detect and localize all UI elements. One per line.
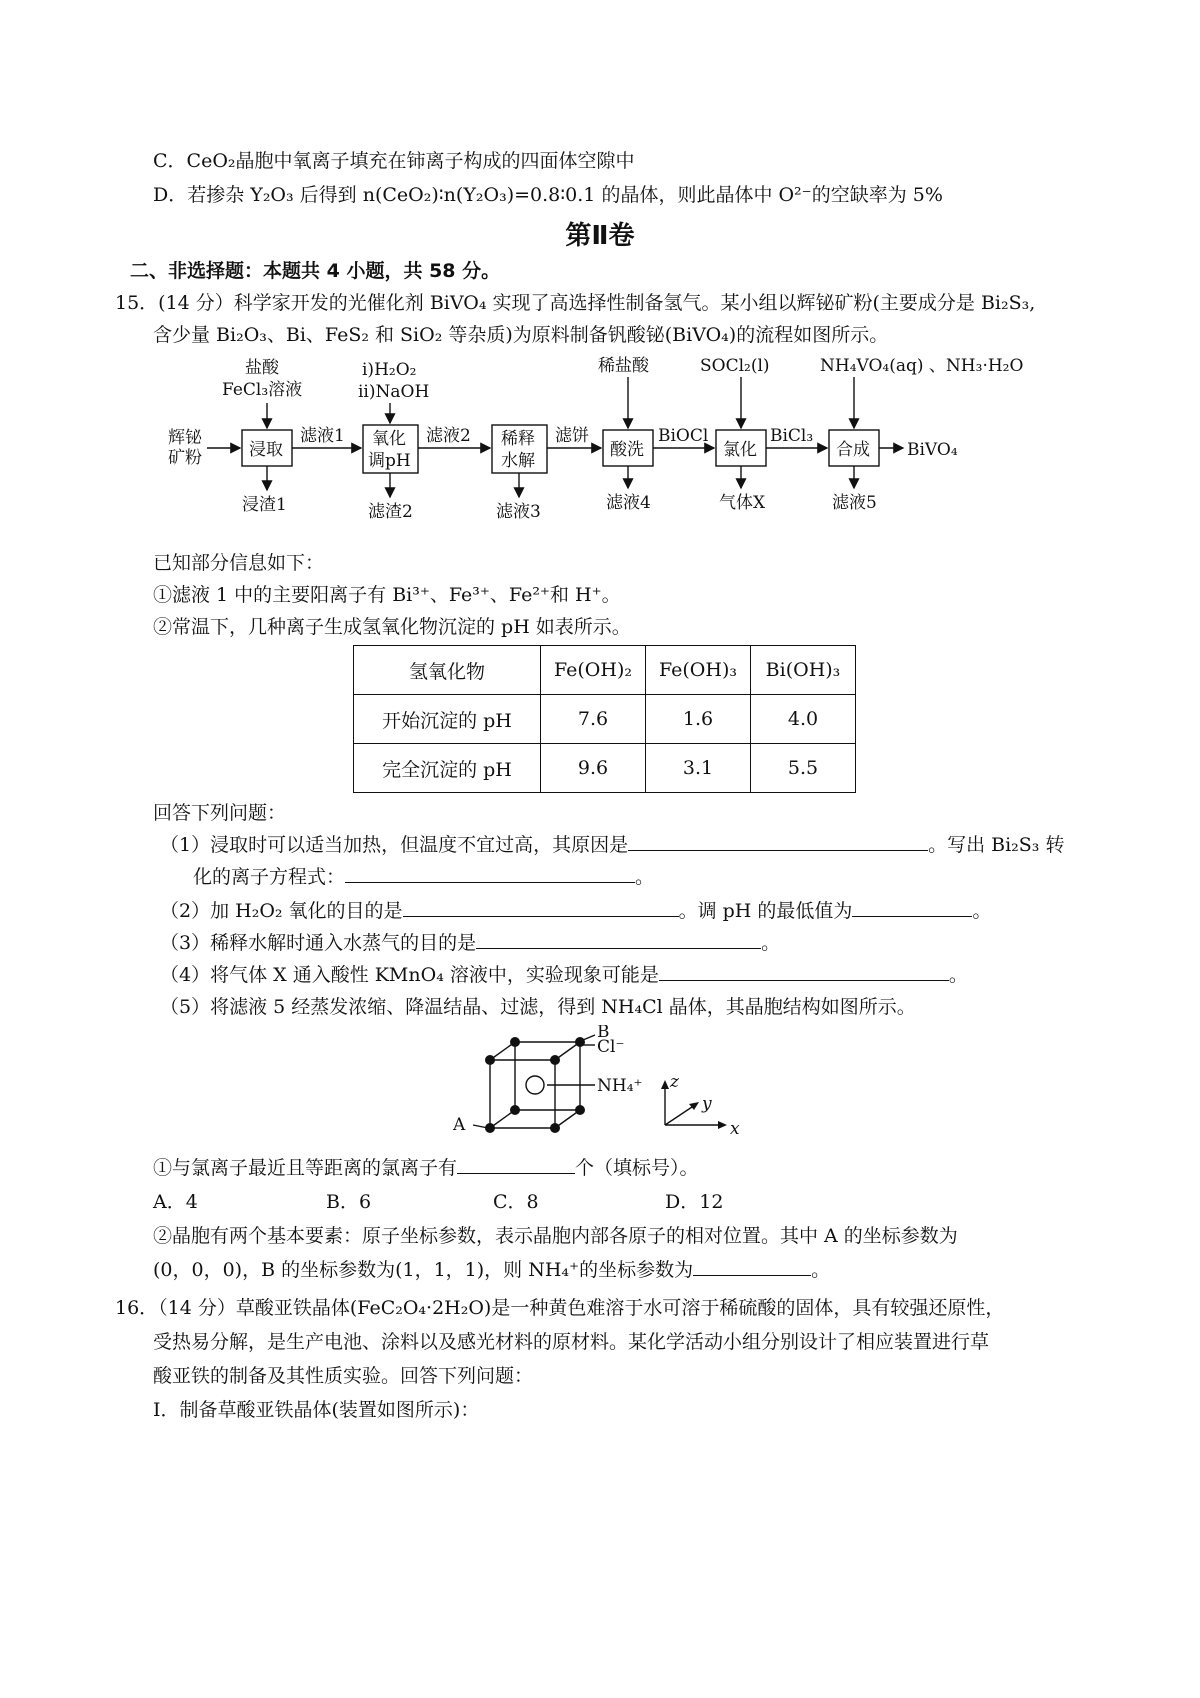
sub-5-2-text-b: 。: [811, 1259, 831, 1281]
sub-1-text-b: 。写出 Bi₂S₃ 转: [928, 834, 1065, 856]
start-label-2: 矿粉: [168, 448, 202, 468]
reagent-h2o2: i)H₂O₂: [362, 360, 417, 380]
reagent-naoh: ii)NaOH: [358, 382, 430, 402]
table-cell: 3.1: [646, 744, 751, 793]
table-cell: 7.6: [541, 695, 646, 744]
table-header-row: [354, 646, 856, 695]
table-cell: 5.5: [751, 744, 856, 793]
axis-x: x: [730, 1119, 740, 1139]
out-filtrate3: 滤液3: [496, 502, 541, 522]
step-oxidize-2: 调pH: [368, 451, 411, 471]
sub-4-text-a: （4）将气体 X 通入酸性 KMnO₄ 溶液中，实验现象可能是: [160, 964, 659, 986]
sub-5-1-text-b: 个（填标号）。: [575, 1157, 699, 1179]
sub-5-1-text-a: ①与氯离子最近且等距离的氯离子有: [153, 1157, 458, 1179]
q16-line-3: 酸亚铁的制备及其性质实验。回答下列问题：: [153, 1365, 534, 1387]
choice-a: A．4: [153, 1191, 198, 1213]
mid-biocl: BiOCl: [658, 426, 709, 446]
table-header: 氢氧化物: [354, 646, 541, 695]
mid-filter-cake: 滤饼: [555, 426, 589, 446]
step-hydrolyze-2: 水解: [501, 451, 535, 471]
sub-2-text-a: （2）加 H₂O₂ 氧化的目的是: [160, 900, 403, 922]
sub-4-text-b: 。: [948, 964, 968, 986]
out-residue2: 滤渣2: [368, 502, 413, 522]
answer-blank-2a[interactable]: [403, 898, 679, 917]
option-d: D．若掺杂 Y₂O₃ 后得到 n(CeO₂)∶n(Y₂O₃)=0.8∶0.1 的晶体，则此晶体中 O²⁻的空缺率为 5%: [153, 184, 943, 206]
choice-c: C．8: [493, 1191, 539, 1213]
answer-prompt: 回答下列问题：: [153, 802, 287, 824]
table-header: Fe(OH)₂: [541, 646, 646, 695]
table-cell: 4.0: [751, 695, 856, 744]
sub-4: [160, 962, 968, 988]
sub-1-text-d: 。: [635, 866, 655, 888]
sub-3: [160, 930, 780, 956]
answer-blank-1a[interactable]: [628, 832, 928, 851]
known-2: ②常温下，几种离子生成氢氧化物沉淀的 pH 如表所示。: [153, 616, 631, 638]
label-nh4: NH₄⁺: [597, 1076, 643, 1096]
reagent-socl2: SOCl₂(l): [700, 356, 770, 376]
step-leach: 浸取: [249, 440, 283, 460]
sub-5-2-line-1: ②晶胞有两个基本要素：原子坐标参数，表示晶胞内部各原子的相对位置。其中 A 的坐标参数为: [153, 1225, 958, 1247]
mid-bicl3: BiCl₃: [770, 426, 814, 446]
sub-1-line-1: [160, 832, 1064, 858]
q16-line-2: 受热易分解，是生产电池、涂料以及感光材料的原材料。某化学活动小组分别设计了相应装置进行草: [153, 1331, 990, 1353]
sub-5: （5）将滤液 5 经蒸发浓缩、降温结晶、过滤，得到 NH₄Cl 晶体，其晶胞结构如图所示。: [160, 996, 916, 1018]
sub-2: [160, 898, 991, 924]
label-a: A: [453, 1115, 466, 1135]
step-synth: 合成: [836, 440, 870, 460]
reagent-nh4vo4: NH₄VO₄(aq) 、NH₃·H₂O: [820, 356, 1024, 376]
sub-5-2-text-a: (0，0，0)，B 的坐标参数为(1，1，1)，则 NH₄⁺的坐标参数为: [153, 1259, 694, 1281]
answer-blank-5-1[interactable]: [457, 1155, 575, 1174]
answer-blank-3[interactable]: [476, 930, 761, 949]
reagent-dilute-hcl: 稀盐酸: [598, 356, 649, 376]
sub-2-text-c: 。: [972, 900, 992, 922]
label-b: B: [597, 1025, 610, 1042]
mid-filtrate2: 滤液2: [426, 426, 471, 446]
section-header: 二、非选择题：本题共 4 小题，共 58 分。: [130, 260, 501, 282]
q15-intro-2: 含少量 Bi₂O₃、Bi、FeS₂ 和 SiO₂ 等杂质)为原料制备钒酸铋(BiVO₄)的流程如图所示。: [153, 324, 889, 346]
q15-intro-1: 15．(14 分）科学家开发的光催化剂 BiVO₄ 实现了高选择性制备氢气。某小组以辉铋矿粉(主要成分是 Bi₂S₃,: [115, 292, 1036, 314]
sub-1-line-2: [193, 864, 654, 890]
process-flowchart: [150, 355, 1050, 525]
out-residue1: 浸渣1: [242, 495, 287, 515]
table-cell: 开始沉淀的 pH: [354, 695, 541, 744]
reagent-fecl3: FeCl₃溶液: [222, 380, 303, 400]
answer-blank-2b[interactable]: [852, 898, 972, 917]
sub-5-2-line-2: [153, 1257, 830, 1283]
table-cell: 9.6: [541, 744, 646, 793]
sub-1-text-a: （1）浸取时可以适当加热，但温度不宜过高，其原因是: [160, 834, 629, 856]
out-filtrate4: 滤液4: [606, 493, 651, 513]
known-1: ①滤液 1 中的主要阳离子有 Bi³⁺、Fe³⁺、Fe²⁺和 H⁺。: [153, 584, 621, 606]
sub-2-text-b: 。调 pH 的最低值为: [678, 900, 853, 922]
sub-5-1: [153, 1155, 699, 1181]
out-filtrate5: 滤液5: [832, 493, 877, 513]
step-wash: 酸洗: [610, 440, 644, 460]
answer-blank-4[interactable]: [659, 962, 949, 981]
step-hydrolyze-1: 稀释: [501, 429, 535, 449]
sub-3-text-a: （3）稀释水解时通入水蒸气的目的是: [160, 932, 477, 954]
q16-line-4: I．制备草酸亚铁晶体(装置如图所示)：: [153, 1399, 480, 1421]
step-oxidize-1: 氧化: [372, 429, 406, 449]
axis-z: z: [670, 1072, 679, 1092]
answer-blank-1b[interactable]: [345, 864, 635, 883]
section-title: 第Ⅱ卷: [565, 221, 635, 251]
label-cl: Cl⁻: [597, 1037, 625, 1057]
out-gas-x: 气体X: [719, 493, 766, 513]
choice-b: B．6: [326, 1191, 372, 1213]
mid-filtrate1: 滤液1: [300, 426, 345, 446]
axis-y: y: [702, 1094, 712, 1114]
product-bivo4: BiVO₄: [907, 440, 958, 460]
table-row: [354, 695, 856, 744]
sub-1-text-c: 化的离子方程式：: [193, 866, 346, 888]
start-label-1: 辉铋: [168, 428, 202, 448]
table-row: [354, 744, 856, 793]
q16-line-1: 16．（14 分）草酸亚铁晶体(FeC₂O₄·2H₂O)是一种黄色难溶于水可溶于稀硫酸的固体，具有较强还原性，: [115, 1297, 1005, 1319]
sub-3-text-b: 。: [761, 932, 781, 954]
choice-d: D．12: [665, 1191, 724, 1213]
ph-table: [353, 645, 856, 793]
answer-blank-5-2[interactable]: [693, 1257, 811, 1276]
nh4cl-unit-cell-diagram: [440, 1025, 780, 1165]
table-header: Fe(OH)₃: [646, 646, 751, 695]
table-cell: 完全沉淀的 pH: [354, 744, 541, 793]
table-cell: 1.6: [646, 695, 751, 744]
known-intro: 已知部分信息如下：: [153, 552, 325, 574]
option-c: C．CeO₂晶胞中氧离子填充在铈离子构成的四面体空隙中: [153, 150, 635, 172]
step-chlorinate: 氯化: [723, 440, 757, 460]
reagent-hcl: 盐酸: [245, 358, 279, 378]
table-header: Bi(OH)₃: [751, 646, 856, 695]
